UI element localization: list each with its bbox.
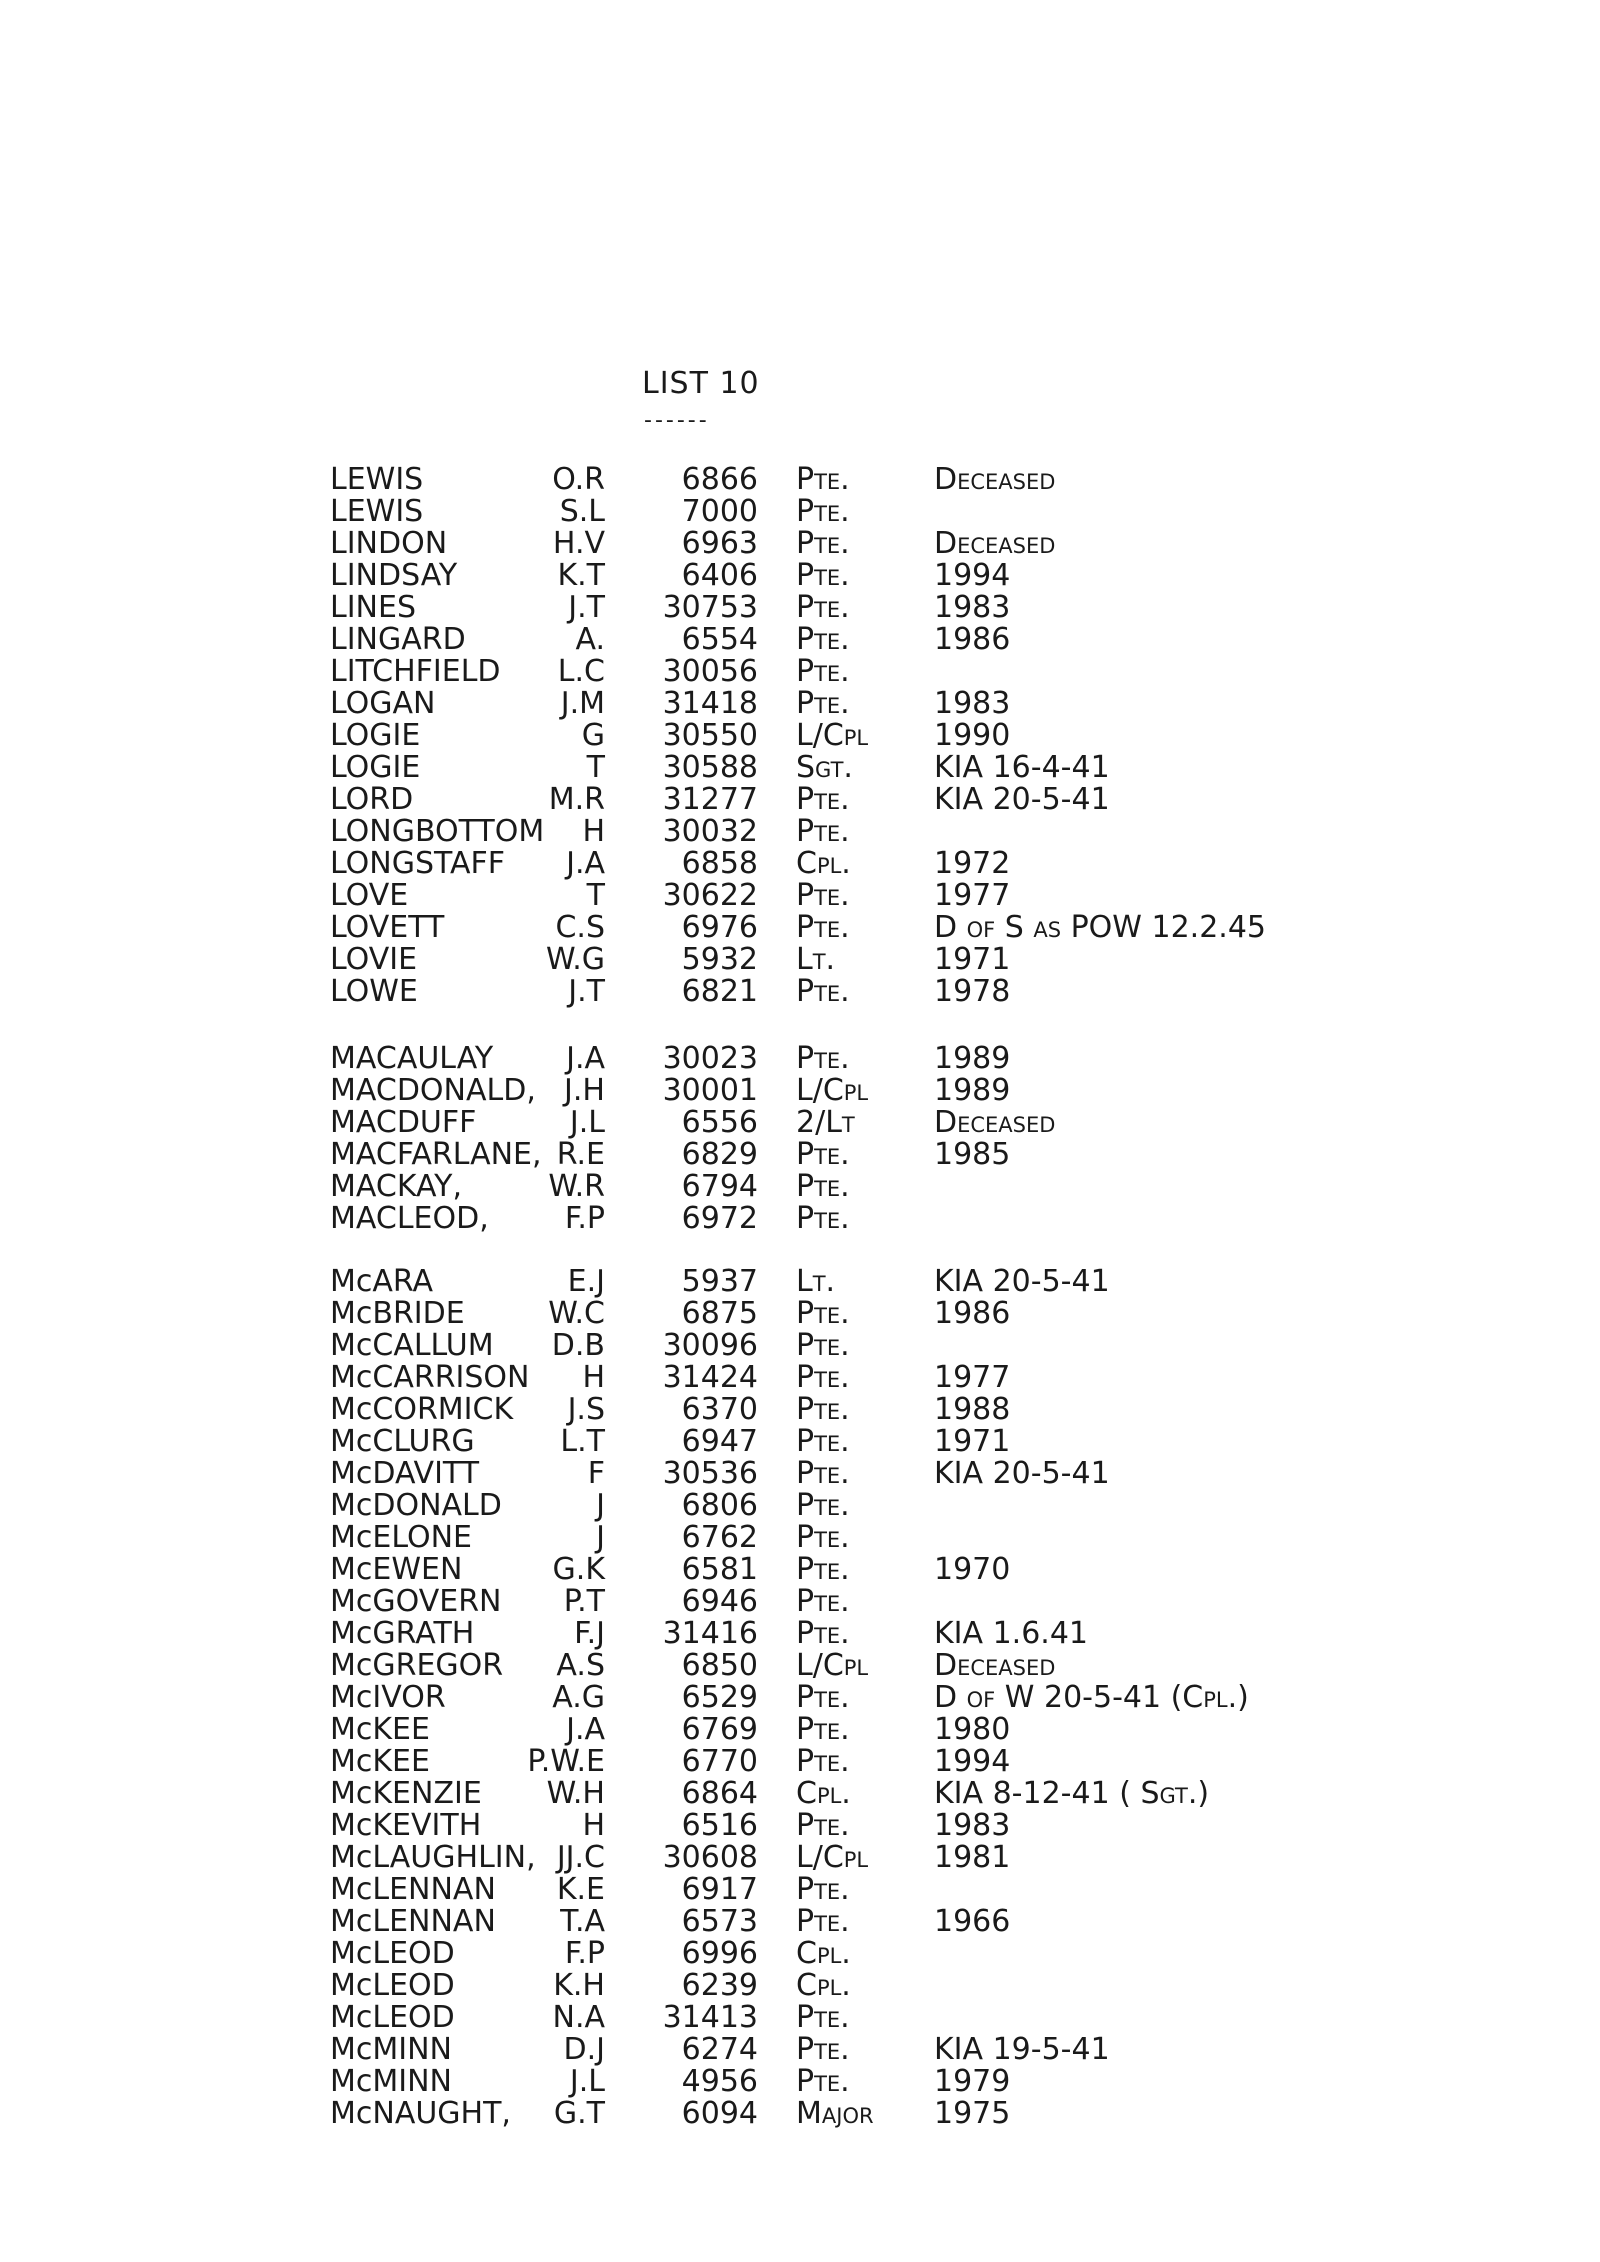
surname-cell: McLEOD xyxy=(330,1936,455,1971)
note-cell: Deceased xyxy=(934,1648,1056,1683)
surname-cell: LOVIE xyxy=(330,942,418,977)
rank-cell: Cpl. xyxy=(796,1968,851,2003)
surname-cell: LEWIS xyxy=(330,494,424,529)
note-cell: KIA 20-5-41 xyxy=(934,1456,1110,1491)
note-cell: 1970 xyxy=(934,1552,1011,1587)
surname-cell: LOGIE xyxy=(330,750,421,785)
surname-cell: McGOVERN xyxy=(330,1584,502,1619)
roll-entry xyxy=(0,464,1600,496)
initials-cell: F.P xyxy=(564,1936,605,1971)
rank-cell: L/Cpl xyxy=(796,1648,869,1683)
service-number-cell: 6850 xyxy=(681,1648,758,1683)
title-underline: ------ xyxy=(644,408,710,433)
surname-cell: MACFARLANE, xyxy=(330,1137,542,1172)
service-number-cell: 6875 xyxy=(681,1296,758,1331)
roll-entry xyxy=(0,1554,1600,1586)
initials-cell: J xyxy=(596,1488,605,1523)
roll-entry xyxy=(0,1426,1600,1458)
roll-entry xyxy=(0,1490,1600,1522)
initials-cell: J.T xyxy=(568,974,605,1009)
service-number-cell: 6516 xyxy=(681,1808,758,1843)
service-number-cell: 6821 xyxy=(681,974,758,1009)
roll-entry xyxy=(0,816,1600,848)
surname-cell: McLAUGHLIN, xyxy=(330,1840,536,1875)
surname-cell: MACLEOD, xyxy=(330,1201,489,1236)
service-number-cell: 30608 xyxy=(662,1840,758,1875)
rank-cell: Major xyxy=(796,2096,874,2131)
roll-entry xyxy=(0,848,1600,880)
initials-cell: E.J xyxy=(567,1264,605,1299)
note-cell: 1978 xyxy=(934,974,1011,1009)
initials-cell: R.E xyxy=(556,1137,605,1172)
service-number-cell: 6581 xyxy=(681,1552,758,1587)
roll-entry xyxy=(0,912,1600,944)
roll-entry xyxy=(0,1362,1600,1394)
roll-entry xyxy=(0,1139,1600,1171)
rank-cell: Pte. xyxy=(796,782,850,817)
surname-cell: McCLURG xyxy=(330,1424,475,1459)
initials-cell: L.C xyxy=(557,654,605,689)
initials-cell: D.B xyxy=(551,1328,605,1363)
surname-cell: McCORMICK xyxy=(330,1392,514,1427)
roll-entry xyxy=(0,688,1600,720)
roll-group-mc xyxy=(0,1266,1600,2130)
surname-cell: LOWE xyxy=(330,974,418,1009)
note-cell: 1983 xyxy=(934,686,1011,721)
initials-cell: A.S xyxy=(556,1648,605,1683)
service-number-cell: 6976 xyxy=(681,910,758,945)
note-cell: 1980 xyxy=(934,1712,1011,1747)
service-number-cell: 6094 xyxy=(681,2096,758,2131)
rank-cell: Pte. xyxy=(796,1169,850,1204)
initials-cell: H xyxy=(582,814,605,849)
rank-cell: Cpl. xyxy=(796,846,851,881)
rank-cell: Pte. xyxy=(796,494,850,529)
service-number-cell: 6946 xyxy=(681,1584,758,1619)
rank-cell: Pte. xyxy=(796,1201,850,1236)
note-cell: 1986 xyxy=(934,1296,1011,1331)
surname-cell: MACKAY, xyxy=(330,1169,463,1204)
surname-cell: McARA xyxy=(330,1264,434,1299)
roll-entry xyxy=(0,1043,1600,1075)
roll-entry xyxy=(0,592,1600,624)
roll-entry xyxy=(0,976,1600,1008)
rank-cell: Sgt. xyxy=(796,750,853,785)
surname-cell: McGREGOR xyxy=(330,1648,504,1683)
note-cell: 1979 xyxy=(934,2064,1011,2099)
rank-cell: Pte. xyxy=(796,2032,850,2067)
roll-entry xyxy=(0,2066,1600,2098)
surname-cell: McCARRISON xyxy=(330,1360,530,1395)
note-cell: Deceased xyxy=(934,462,1056,497)
initials-cell: J xyxy=(596,1520,605,1555)
service-number-cell: 6996 xyxy=(681,1936,758,1971)
surname-cell: LOGIE xyxy=(330,718,421,753)
roll-entry xyxy=(0,1650,1600,1682)
initials-cell: J.A xyxy=(566,1712,605,1747)
note-cell: KIA 8-12-41 ( Sgt.) xyxy=(934,1776,1210,1811)
rank-cell: Pte. xyxy=(796,2064,850,2099)
surname-cell: McDONALD xyxy=(330,1488,502,1523)
roll-entry xyxy=(0,2034,1600,2066)
roll-entry xyxy=(0,1970,1600,2002)
note-cell: Deceased xyxy=(934,1105,1056,1140)
surname-cell: McKENZIE xyxy=(330,1776,482,1811)
service-number-cell: 31413 xyxy=(662,2000,758,2035)
initials-cell: G.T xyxy=(553,2096,605,2131)
rank-cell: Cpl. xyxy=(796,1936,851,1971)
note-cell: 1981 xyxy=(934,1840,1011,1875)
rank-cell: Pte. xyxy=(796,1904,850,1939)
initials-cell: W.H xyxy=(546,1776,605,1811)
roll-entry xyxy=(0,1586,1600,1618)
initials-cell: M.R xyxy=(548,782,605,817)
surname-cell: LEWIS xyxy=(330,462,424,497)
roll-entry xyxy=(0,1171,1600,1203)
roll-entry xyxy=(0,2098,1600,2130)
surname-cell: McMINN xyxy=(330,2032,452,2067)
surname-cell: LOGAN xyxy=(330,686,436,721)
surname-cell: McLENNAN xyxy=(330,1872,496,1907)
rank-cell: Pte. xyxy=(796,1137,850,1172)
rank-cell: Pte. xyxy=(796,462,850,497)
roll-entry xyxy=(0,2002,1600,2034)
roll-entry xyxy=(0,656,1600,688)
rank-cell: Pte. xyxy=(796,1712,850,1747)
initials-cell: K.H xyxy=(553,1968,605,2003)
initials-cell: J.S xyxy=(567,1392,605,1427)
initials-cell: J.L xyxy=(569,2064,605,2099)
initials-cell: P.T xyxy=(563,1584,605,1619)
rank-cell: Pte. xyxy=(796,590,850,625)
service-number-cell: 6274 xyxy=(681,2032,758,2067)
service-number-cell: 6762 xyxy=(681,1520,758,1555)
surname-cell: LORD xyxy=(330,782,414,817)
initials-cell: J.A xyxy=(566,846,605,881)
note-cell: 1983 xyxy=(934,590,1011,625)
surname-cell: McIVOR xyxy=(330,1680,446,1715)
surname-cell: LINDSAY xyxy=(330,558,458,593)
surname-cell: McELONE xyxy=(330,1520,472,1555)
surname-cell: McEWEN xyxy=(330,1552,463,1587)
note-cell: D of W 20-5-41 (Cpl.) xyxy=(934,1680,1249,1715)
rank-cell: Pte. xyxy=(796,1392,850,1427)
rank-cell: Pte. xyxy=(796,1360,850,1395)
note-cell: Deceased xyxy=(934,526,1056,561)
initials-cell: W.R xyxy=(548,1169,605,1204)
roll-entry xyxy=(0,1203,1600,1235)
roll-entry xyxy=(0,1842,1600,1874)
roll-entry xyxy=(0,496,1600,528)
note-cell: 1966 xyxy=(934,1904,1011,1939)
roll-entry xyxy=(0,1330,1600,1362)
surname-cell: McMINN xyxy=(330,2064,452,2099)
rank-cell: Pte. xyxy=(796,910,850,945)
note-cell: KIA 1.6.41 xyxy=(934,1616,1088,1651)
initials-cell: O.R xyxy=(552,462,605,497)
roll-entry xyxy=(0,1874,1600,1906)
surname-cell: LOVE xyxy=(330,878,409,913)
initials-cell: C.S xyxy=(555,910,605,945)
rank-cell: L/Cpl xyxy=(796,718,869,753)
initials-cell: F xyxy=(587,1456,605,1491)
rank-cell: Pte. xyxy=(796,1041,850,1076)
surname-cell: McKEVITH xyxy=(330,1808,482,1843)
roll-group-l xyxy=(0,464,1600,1008)
rank-cell: Pte. xyxy=(796,1424,850,1459)
service-number-cell: 6864 xyxy=(681,1776,758,1811)
initials-cell: J.M xyxy=(560,686,605,721)
rank-cell: Pte. xyxy=(796,654,850,689)
rank-cell: Pte. xyxy=(796,686,850,721)
initials-cell: H.V xyxy=(552,526,605,561)
surname-cell: McLEOD xyxy=(330,1968,455,2003)
roll-entry xyxy=(0,1107,1600,1139)
roll-entry xyxy=(0,1075,1600,1107)
page-title: LIST 10 xyxy=(642,366,760,401)
service-number-cell: 6529 xyxy=(681,1680,758,1715)
surname-cell: McCALLUM xyxy=(330,1328,494,1363)
service-number-cell: 6770 xyxy=(681,1744,758,1779)
service-number-cell: 6972 xyxy=(681,1201,758,1236)
note-cell: KIA 16-4-41 xyxy=(934,750,1110,785)
surname-cell: McBRIDE xyxy=(330,1296,465,1331)
initials-cell: P.W.E xyxy=(527,1744,605,1779)
roll-entry xyxy=(0,560,1600,592)
rank-cell: Pte. xyxy=(796,1488,850,1523)
service-number-cell: 6406 xyxy=(681,558,758,593)
note-cell: 1971 xyxy=(934,942,1011,977)
service-number-cell: 6917 xyxy=(681,1872,758,1907)
note-cell: 1988 xyxy=(934,1392,1011,1427)
roll-entry xyxy=(0,752,1600,784)
roll-entry xyxy=(0,1682,1600,1714)
surname-cell: LINDON xyxy=(330,526,448,561)
roll-entry xyxy=(0,944,1600,976)
initials-cell: N.A xyxy=(552,2000,605,2035)
note-cell: 1986 xyxy=(934,622,1011,657)
rank-cell: Pte. xyxy=(796,1584,850,1619)
rank-cell: Pte. xyxy=(796,1808,850,1843)
rank-cell: Pte. xyxy=(796,1520,850,1555)
rank-cell: Pte. xyxy=(796,878,850,913)
service-number-cell: 6554 xyxy=(681,622,758,657)
service-number-cell: 6866 xyxy=(681,462,758,497)
roll-entry xyxy=(0,880,1600,912)
rank-cell: L/Cpl xyxy=(796,1073,869,1108)
initials-cell: T xyxy=(586,750,605,785)
rank-cell: Pte. xyxy=(796,1552,850,1587)
rank-cell: Pte. xyxy=(796,1680,850,1715)
service-number-cell: 30588 xyxy=(662,750,758,785)
service-number-cell: 6947 xyxy=(681,1424,758,1459)
roll-entry xyxy=(0,1906,1600,1938)
initials-cell: J.H xyxy=(564,1073,605,1108)
roll-entry xyxy=(0,624,1600,656)
roll-entry xyxy=(0,1458,1600,1490)
rank-cell: Cpl. xyxy=(796,1776,851,1811)
service-number-cell: 30001 xyxy=(662,1073,758,1108)
initials-cell: H xyxy=(582,1360,605,1395)
surname-cell: McDAVITT xyxy=(330,1456,480,1491)
surname-cell: McLENNAN xyxy=(330,1904,496,1939)
service-number-cell: 30096 xyxy=(662,1328,758,1363)
roll-entry xyxy=(0,784,1600,816)
service-number-cell: 6794 xyxy=(681,1169,758,1204)
initials-cell: T xyxy=(586,878,605,913)
initials-cell: A. xyxy=(575,622,605,657)
surname-cell: McNAUGHT, xyxy=(330,2096,511,2131)
rank-cell: Pte. xyxy=(796,974,850,1009)
note-cell: 1994 xyxy=(934,558,1011,593)
service-number-cell: 30056 xyxy=(662,654,758,689)
initials-cell: G.K xyxy=(552,1552,605,1587)
service-number-cell: 7000 xyxy=(681,494,758,529)
note-cell: 1985 xyxy=(934,1137,1011,1172)
initials-cell: H xyxy=(582,1808,605,1843)
initials-cell: W.G xyxy=(545,942,605,977)
surname-cell: McKEE xyxy=(330,1744,430,1779)
rank-cell: Lt. xyxy=(796,1264,836,1299)
roll-entry xyxy=(0,528,1600,560)
roll-entry xyxy=(0,1714,1600,1746)
note-cell: 1994 xyxy=(934,1744,1011,1779)
rank-cell: Pte. xyxy=(796,1872,850,1907)
service-number-cell: 30536 xyxy=(662,1456,758,1491)
note-cell: 1989 xyxy=(934,1073,1011,1108)
note-cell: D of S as POW 12.2.45 xyxy=(934,910,1267,945)
service-number-cell: 30032 xyxy=(662,814,758,849)
note-cell: 1990 xyxy=(934,718,1011,753)
service-number-cell: 31416 xyxy=(662,1616,758,1651)
surname-cell: LONGSTAFF xyxy=(330,846,506,881)
rank-cell: 2/Lt xyxy=(796,1105,855,1140)
initials-cell: G xyxy=(581,718,605,753)
service-number-cell: 6963 xyxy=(681,526,758,561)
initials-cell: S.L xyxy=(559,494,605,529)
service-number-cell: 6769 xyxy=(681,1712,758,1747)
note-cell: 1971 xyxy=(934,1424,1011,1459)
initials-cell: K.E xyxy=(556,1872,605,1907)
roll-entry xyxy=(0,1618,1600,1650)
rank-cell: L/Cpl xyxy=(796,1840,869,1875)
initials-cell: JJ.C xyxy=(556,1840,605,1875)
surname-cell: MACAULAY xyxy=(330,1041,494,1076)
surname-cell: McGRATH xyxy=(330,1616,475,1651)
initials-cell: F.P xyxy=(564,1201,605,1236)
surname-cell: LINES xyxy=(330,590,417,625)
service-number-cell: 30622 xyxy=(662,878,758,913)
service-number-cell: 30753 xyxy=(662,590,758,625)
service-number-cell: 6806 xyxy=(681,1488,758,1523)
initials-cell: T.A xyxy=(560,1904,605,1939)
initials-cell: J.A xyxy=(566,1041,605,1076)
rank-cell: Pte. xyxy=(796,1296,850,1331)
rank-cell: Pte. xyxy=(796,1456,850,1491)
service-number-cell: 5937 xyxy=(681,1264,758,1299)
roll-entry xyxy=(0,1938,1600,1970)
note-cell: KIA 20-5-41 xyxy=(934,1264,1110,1299)
roll-entry xyxy=(0,1778,1600,1810)
service-number-cell: 31277 xyxy=(662,782,758,817)
service-number-cell: 6858 xyxy=(681,846,758,881)
surname-cell: LOVETT xyxy=(330,910,445,945)
service-number-cell: 6370 xyxy=(681,1392,758,1427)
note-cell: 1975 xyxy=(934,2096,1011,2131)
initials-cell: L.T xyxy=(560,1424,605,1459)
roll-entry xyxy=(0,1298,1600,1330)
service-number-cell: 5932 xyxy=(681,942,758,977)
service-number-cell: 6829 xyxy=(681,1137,758,1172)
rank-cell: Pte. xyxy=(796,1744,850,1779)
note-cell: 1977 xyxy=(934,878,1011,913)
service-number-cell: 31424 xyxy=(662,1360,758,1395)
rank-cell: Pte. xyxy=(796,622,850,657)
initials-cell: J.L xyxy=(569,1105,605,1140)
roll-entry xyxy=(0,1746,1600,1778)
rank-cell: Pte. xyxy=(796,2000,850,2035)
roll-entry xyxy=(0,1810,1600,1842)
surname-cell: LONGBOTTOM xyxy=(330,814,545,849)
roll-group-mac xyxy=(0,1043,1600,1235)
service-number-cell: 31418 xyxy=(662,686,758,721)
rank-cell: Pte. xyxy=(796,558,850,593)
surname-cell: LITCHFIELD xyxy=(330,654,501,689)
surname-cell: MACDUFF xyxy=(330,1105,477,1140)
service-number-cell: 6573 xyxy=(681,1904,758,1939)
roll-entry xyxy=(0,1522,1600,1554)
rank-cell: Pte. xyxy=(796,1616,850,1651)
initials-cell: J.T xyxy=(568,590,605,625)
note-cell: 1989 xyxy=(934,1041,1011,1076)
initials-cell: W.C xyxy=(548,1296,605,1331)
rank-cell: Pte. xyxy=(796,814,850,849)
surname-cell: LINGARD xyxy=(330,622,466,657)
rank-cell: Pte. xyxy=(796,526,850,561)
initials-cell: F.J xyxy=(574,1616,605,1651)
surname-cell: McKEE xyxy=(330,1712,430,1747)
rank-cell: Lt. xyxy=(796,942,836,977)
initials-cell: D.J xyxy=(563,2032,605,2067)
initials-cell: A.G xyxy=(552,1680,605,1715)
note-cell: KIA 19-5-41 xyxy=(934,2032,1110,2067)
note-cell: KIA 20-5-41 xyxy=(934,782,1110,817)
service-number-cell: 4956 xyxy=(681,2064,758,2099)
service-number-cell: 30023 xyxy=(662,1041,758,1076)
roll-entry xyxy=(0,1394,1600,1426)
note-cell: 1977 xyxy=(934,1360,1011,1395)
roll-entry xyxy=(0,1266,1600,1298)
surname-cell: MACDONALD, xyxy=(330,1073,536,1108)
service-number-cell: 30550 xyxy=(662,718,758,753)
roll-entry xyxy=(0,720,1600,752)
surname-cell: McLEOD xyxy=(330,2000,455,2035)
initials-cell: K.T xyxy=(557,558,605,593)
note-cell: 1983 xyxy=(934,1808,1011,1843)
rank-cell: Pte. xyxy=(796,1328,850,1363)
service-number-cell: 6239 xyxy=(681,1968,758,2003)
service-number-cell: 6556 xyxy=(681,1105,758,1140)
note-cell: 1972 xyxy=(934,846,1011,881)
